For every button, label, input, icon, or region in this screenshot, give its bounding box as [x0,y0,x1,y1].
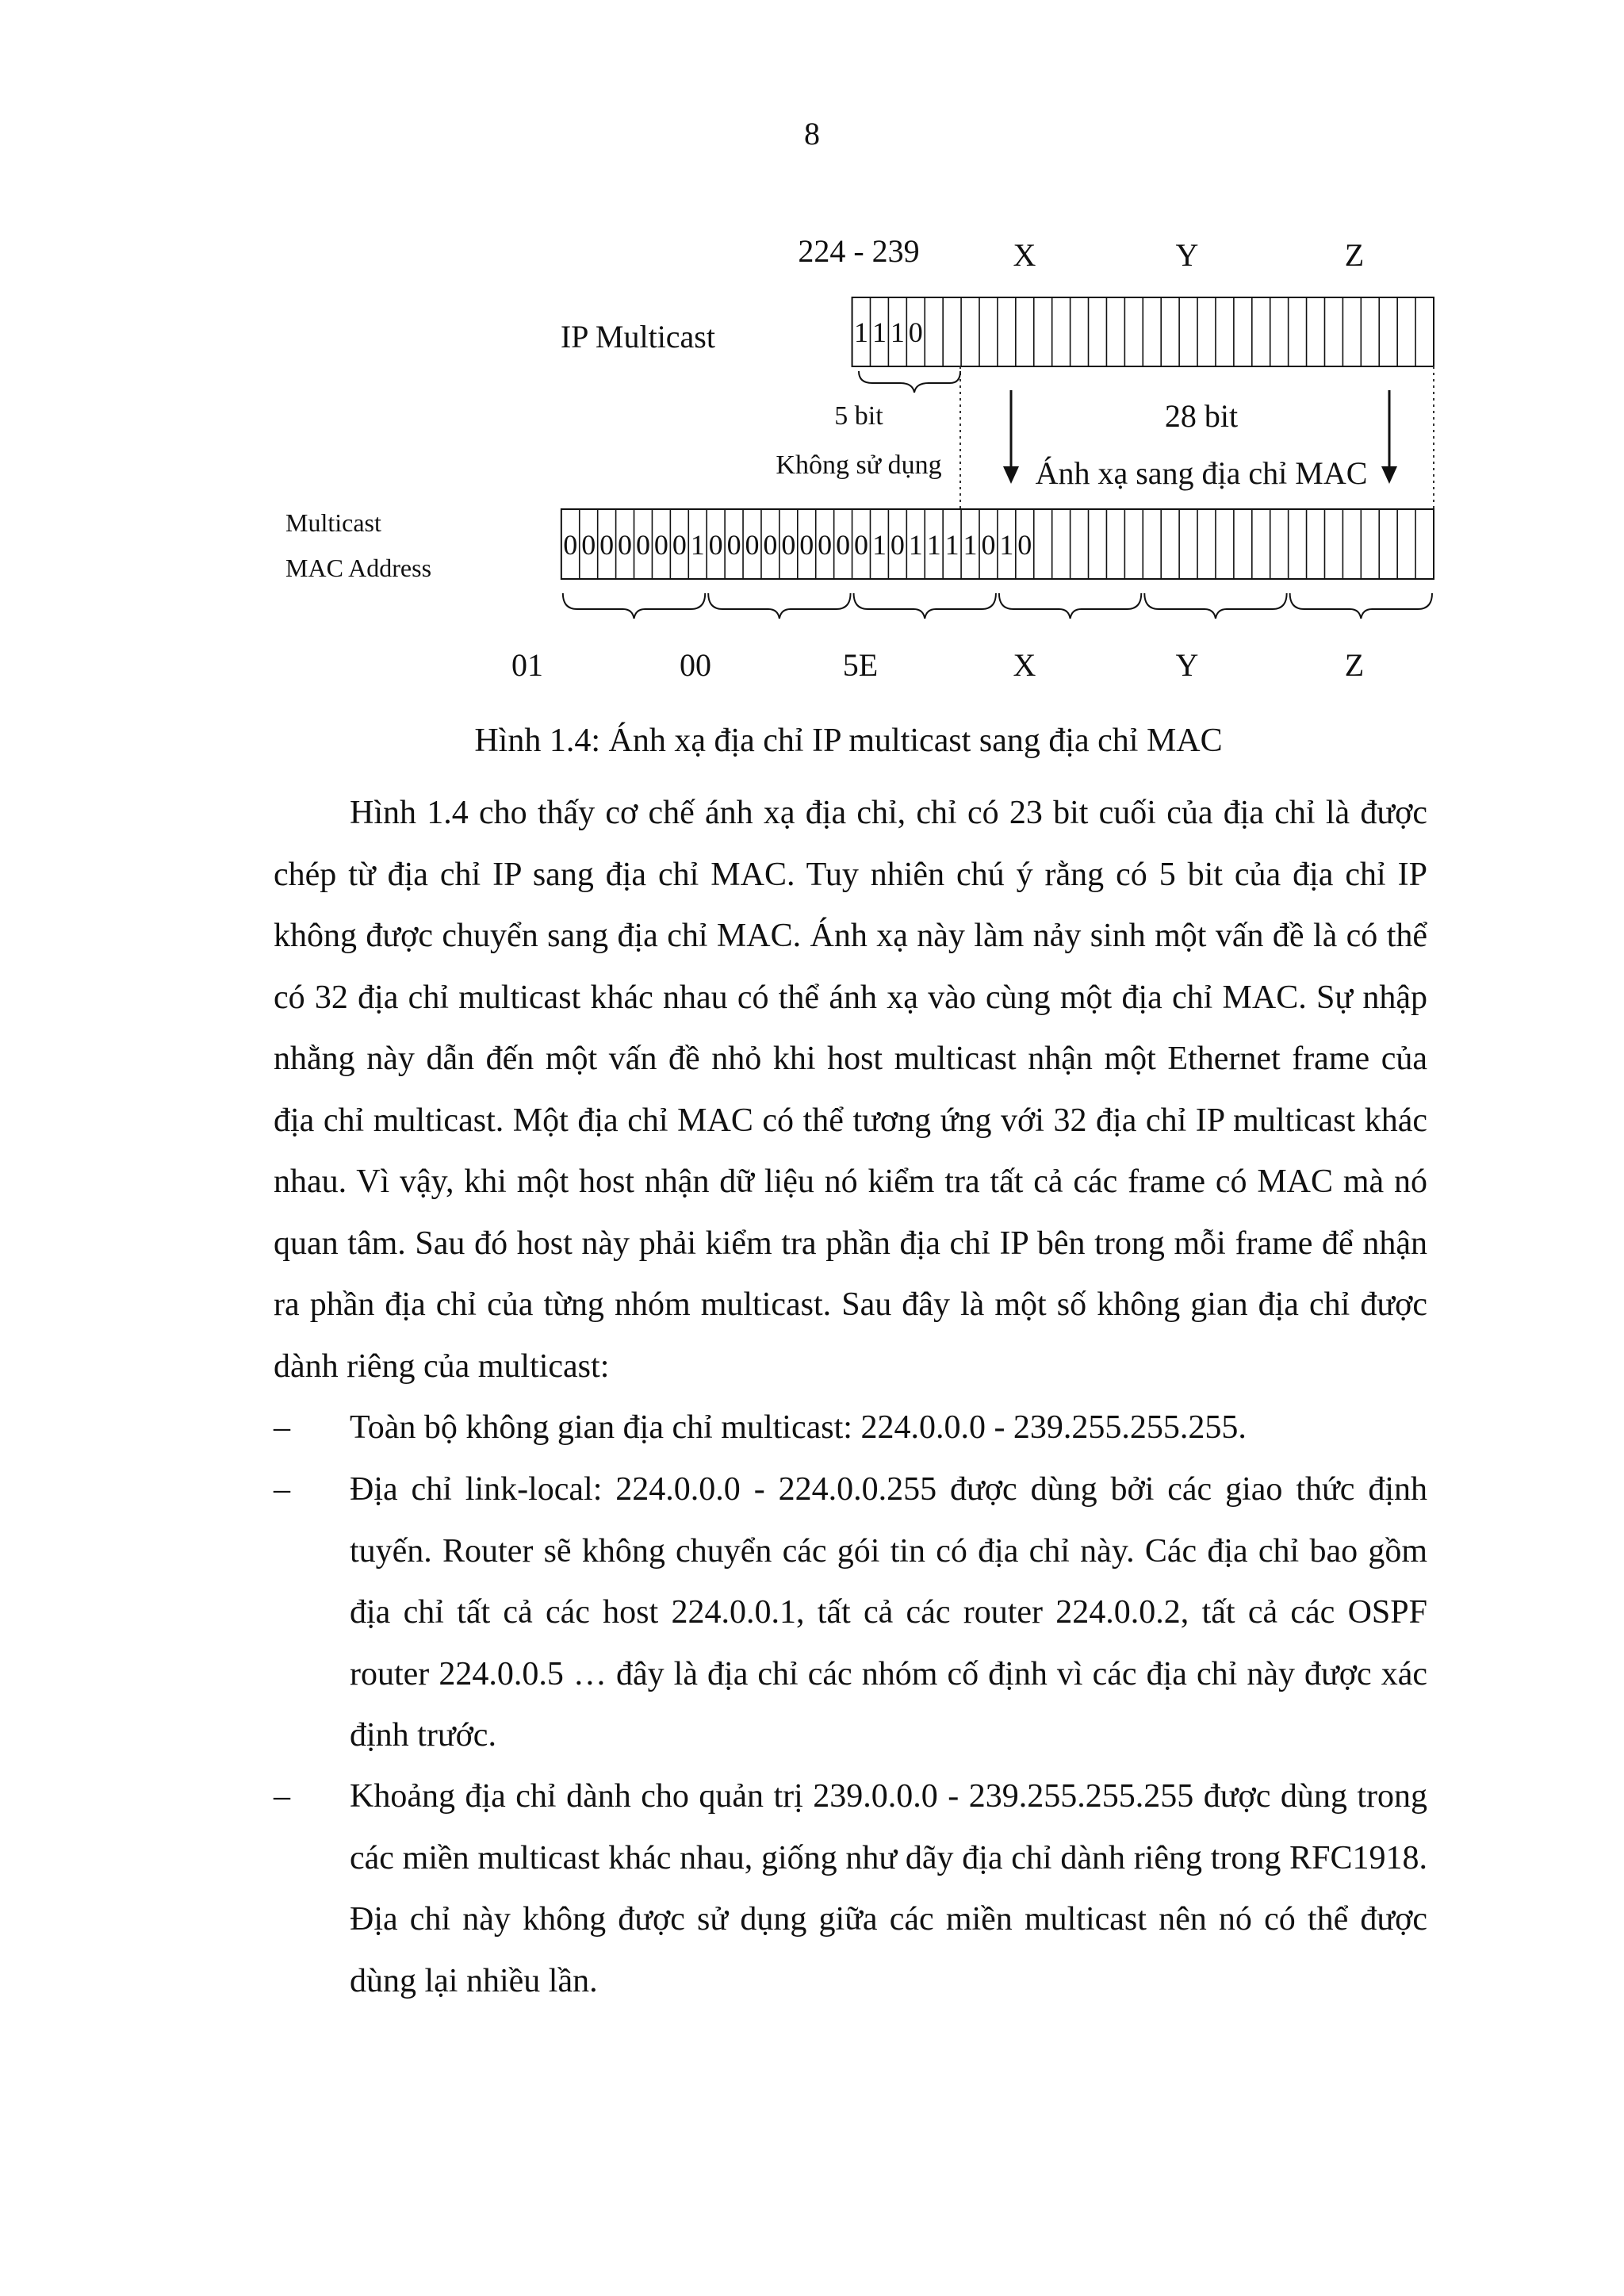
ip-prefix-bit: 1 [890,316,905,348]
mac-byte-label-00: 00 [680,647,711,683]
mac-byte-label-y: Y [1175,647,1199,683]
left-arrow [1003,390,1019,484]
ip-to-mac-mapping-diagram [0,0,1624,714]
byte-brace [563,593,705,619]
mac-bit: 0 [854,529,869,561]
bullet-dash: – [274,1778,290,1815]
ip-prefix-bit: 0 [908,316,923,348]
mac-bit: 0 [981,529,996,561]
mac-bit: 0 [618,529,633,561]
page-number: 8 [804,116,820,151]
list-item-text: Khoảng địa chỉ dành cho quản trị 239.0.0.0 - 239.255.255.255 được dùng trong các miền multicast khác nhau, giống như dãy địa chỉ dành riêng trong RFC1918. Địa chỉ này không được sử dụng giữa các miền multicast nên nó có thể được dùng lại nhiều lần. [350,1778,1427,1999]
mac-bit: 1 [944,529,959,561]
mac-bit: 0 [563,529,578,561]
bullet-dash: – [274,1471,290,1508]
unused-bits-count: 5 bit [834,401,883,431]
unused-bits-label: Không sử dụng [776,450,942,480]
top-label-z: Z [1344,237,1365,273]
mac-bit: 1 [908,529,923,561]
mac-label-line2: MAC Address [285,554,432,582]
mac-bit: 0 [781,529,796,561]
mac-bit: 1 [926,529,941,561]
list-item [274,1397,1427,1459]
mac-bit: 0 [599,529,615,561]
mac-bit: 0 [818,529,833,561]
body-paragraph: Hình 1.4 cho thấy cơ chế ánh xạ địa chỉ, chỉ có 23 bit cuối của địa chỉ là được chép từ địa chỉ IP sang địa chỉ MAC. Tuy nhiên chú ý rằng có 5 bit của địa chỉ IP không được chuyển sang địa chỉ MAC. Ánh xạ này làm nảy sinh một vấn đề là có thể có 32 địa chỉ multicast khác nhau có thể ánh xạ vào cùng một địa chỉ MAC. Sự nhập nhằng này dẫn đến một vấn đề nhỏ khi host multicast nhận một Ethernet frame của địa chỉ multicast. Một địa chỉ MAC có thể tương ứng với 32 địa chỉ IP multicast khác nhau. Vì vậy, khi một host nhận dữ liệu nó kiểm tra tất cả các frame có MAC mà nó quan tâm. Sau đó host này phải kiểm tra phần địa chỉ IP bên trong mỗi frame để nhận ra phần địa chỉ của từng nhóm multicast. Sau đây là một số không gian địa chỉ được dành riêng của multicast: [274,795,1427,1385]
mac-bit: 1 [871,529,887,561]
list-item [274,1766,1427,2012]
bullet-dash: – [274,1409,290,1446]
ip-prefix-bit: 1 [871,316,887,348]
mac-bit: 0 [799,529,814,561]
byte-brace [999,593,1141,619]
mac-address-bit-row [561,509,1434,579]
mac-bit: 0 [635,529,650,561]
top-label-x: X [1013,237,1036,273]
mac-bit: 0 [763,529,778,561]
mac-byte-label-x: X [1013,647,1036,683]
byte-brace [708,593,850,619]
mac-bit: 1 [963,529,978,561]
byte-group-braces [563,593,1432,619]
byte-brace [854,593,996,619]
mac-bit: 0 [890,529,905,561]
mac-bit: 0 [672,529,687,561]
ip-prefix-bit: 1 [854,316,869,348]
mapped-bits-label: Ánh xạ sang địa chỉ MAC [1035,455,1368,491]
list-item-text: Địa chỉ link-local: 224.0.0.0 - 224.0.0.255 được dùng bởi các giao thức định tuyến. Router sẽ không chuyển các gói tin có địa chỉ này. Các địa chỉ bao gồm địa chỉ tất cả các host 224.0.0.1, tất cả các router 224.0.0.2, tất cả các OSPF router 224.0.0.5 … đây là địa chỉ các nhóm cố định vì các địa chỉ này được xác định trước. [350,1471,1427,1754]
byte-brace [1144,593,1286,619]
mac-byte-label-01: 01 [511,647,543,683]
mac-bit: 0 [745,529,760,561]
mac-byte-label-5e: 5E [842,647,879,683]
mac-bit: 1 [690,529,705,561]
mac-bit: 0 [836,529,851,561]
mac-bit: 0 [653,529,668,561]
right-arrow [1381,390,1397,484]
ip-multicast-label: IP Multicast [560,319,715,355]
top-label-y: Y [1175,237,1199,273]
mapped-bits-count: 28 bit [1164,398,1239,434]
figure-caption: Hình 1.4: Ánh xạ địa chỉ IP multicast sang địa chỉ MAC [474,723,1223,759]
mac-bit: 0 [581,529,596,561]
unused-bits-brace [859,371,960,393]
mac-bit: 1 [999,529,1014,561]
list-item [274,1459,1427,1767]
ip-address-bit-row [852,297,1434,366]
list-item-text: Toàn bộ không gian địa chỉ multicast: 224.0.0.0 - 239.255.255.255. [350,1409,1247,1446]
byte-brace [1290,593,1432,619]
mac-bit: 0 [726,529,741,561]
top-label-range: 224 - 239 [798,233,920,269]
mac-byte-label-z: Z [1344,647,1365,683]
mac-bit: 0 [708,529,723,561]
mac-label-line1: Multicast [285,508,381,537]
mac-bit: 0 [1017,529,1032,561]
